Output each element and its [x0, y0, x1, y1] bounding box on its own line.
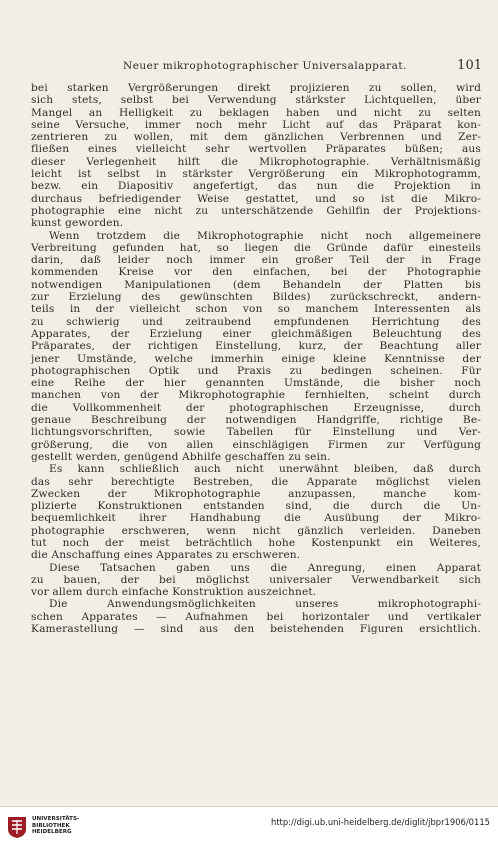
- text-line: schen Apparates — Aufnahmen bei horizontaler und vertikaler: [31, 610, 481, 623]
- text-line: tut noch der meist beträchtlich hohe Kostenpunkt ein Weiteres,: [31, 536, 481, 549]
- text-line: eine Reihe der hier genannten Umstände, die bisher noch: [31, 377, 481, 390]
- library-name: [32, 816, 79, 836]
- text-line: manchen von der Mikrophotographie fernhielten, scheint durch: [31, 389, 481, 402]
- text-line: das sehr berechtigte Bestreben, die Apparate möglichst vielen: [31, 475, 481, 488]
- permalink-url[interactable]: http://digi.ub.uni-heidelberg.de/diglit/jbpr1906/0115: [270, 817, 490, 827]
- text-line: leicht ist selbst in stärkster Vergrößerung ein Mikrophotogramm,: [31, 168, 481, 181]
- page-header: [30, 60, 482, 76]
- text-line: Kamerastellung — sind aus den beistehenden Figuren ersichtlich.: [31, 623, 481, 636]
- text-line: photographie erschweren, wenn nicht gänzlich verleiden. Daneben: [31, 524, 481, 537]
- text-line: bequemlichkeit ihrer Handhabung die Ausübung der Mikro-: [31, 512, 481, 525]
- text-line: photographischen Optik und Praxis zu bedingen scheinen. Für: [31, 364, 481, 377]
- text-line: Wenn trotzdem die Mikrophotographie nicht noch allgemeinere: [49, 229, 481, 242]
- text-line: Verbreitung gefunden hat, so liegen die Gründe dafür einesteils: [31, 241, 481, 254]
- text-line: Präparates, der richtigen Einstellung, kurz, der Beachtung aller: [31, 340, 481, 353]
- text-line: gestellt werden, genügend Abhilfe geschaffen zu sein.: [31, 450, 331, 463]
- text-line: zu schwierig und zeitraubend empfundenen Herrichtung des: [31, 315, 481, 328]
- text-line: die Anschaffung eines Apparates zu erschweren.: [31, 549, 301, 562]
- text-line: lichtungsvorschriften, sowie Tabellen für Einstellung und Ver-: [31, 426, 481, 439]
- text-line: notwendigen Manipulationen (dem Behandeln der Platten bis: [31, 278, 481, 291]
- text-line: bei starken Vergrößerungen direkt projizieren zu sollen, wird: [31, 82, 481, 94]
- library-name-line: HEIDELBERG: [32, 829, 72, 836]
- text-line: zentrieren zu wollen, mit dem gänzlichen Verbrennen und Zer-: [31, 131, 481, 144]
- text-line: jener Umstände, welche immerhin einige kleine Kenntnisse der: [31, 352, 481, 365]
- text-line: Zwecken der Mikrophotographie anzupassen, manche kom-: [31, 487, 481, 500]
- library-footer: [0, 806, 498, 846]
- text-line: vor allem durch einfache Konstruktion auszeichnet.: [31, 586, 317, 599]
- library-name-line: BIBLIOTHEK: [32, 822, 70, 829]
- text-line: kunst geworden.: [31, 217, 124, 230]
- text-line: zu bauen, der bei möglichst universaler Verwendbarkeit sich: [31, 573, 481, 586]
- text-line: die Vollkommenheit der photographischen Erzeugnisse, durch: [31, 401, 481, 414]
- library-name-line: UNIVERSITÄTS-: [32, 816, 80, 822]
- text-line: sich stets, selbst bei Verwendung stärkster Lichtquellen, über: [31, 94, 481, 107]
- text-line: bezw. ein Diapositiv angefertigt, das nun die Projektion in: [31, 180, 481, 193]
- text-line: darin, daß leider noch immer ein großer Teil der in Frage: [31, 254, 481, 267]
- text-line: Es kann schließlich auch nicht unerwähnt bleiben, daß durch: [49, 463, 481, 476]
- text-line: kommenden Kreise vor den einfachen, bei der Photographie: [31, 266, 481, 279]
- text-line: seine Versuche, immer noch mehr Licht auf das Präparat kon-: [31, 118, 481, 131]
- library-seal-icon: [6, 815, 28, 839]
- text-line: fließen eines vielleicht sehr wertvollen Präparates büßen; aus: [31, 143, 481, 156]
- text-line: dieser Verlegenheit hilft die Mikrophotographie. Verhältnismäßig: [31, 155, 481, 168]
- text-line: Apparates, der Erzielung einer gleichmäßigen Beleuchtung des: [31, 327, 481, 340]
- text-line: genaue Beschreibung der notwendigen Handgriffe, richtige Be-: [31, 414, 481, 427]
- body-text: [31, 82, 481, 635]
- text-line: plizierte Konstruktionen entstanden sind, die durch die Un-: [31, 500, 481, 513]
- text-line: zur Erzielung des gewünschten Bildes) zurückschreckt, andern-: [31, 291, 481, 304]
- text-line: teils in der vielleicht schon von so manchem Interessenten als: [31, 303, 481, 316]
- text-line: Mangel an Helligkeit zu beklagen haben und nicht zu selten: [31, 106, 481, 119]
- text-line: durchaus befriedigender Weise gestattet, und so ist die Mikro-: [31, 192, 481, 205]
- text-line: Diese Tatsachen gaben uns die Anregung, einen Apparat: [49, 561, 481, 574]
- text-line: photographie eine nicht zu unterschätzende Gehilfin der Projektions-: [31, 204, 481, 217]
- page-number: 101: [457, 58, 482, 73]
- text-line: größerung, die von allen einschlägigen Firmen zur Verfügung: [31, 438, 481, 451]
- text-line: Die Anwendungsmöglichkeiten unseres mikrophotographi-: [49, 598, 481, 611]
- running-head: Neuer mikrophotographischer Universalapparat.: [123, 60, 407, 72]
